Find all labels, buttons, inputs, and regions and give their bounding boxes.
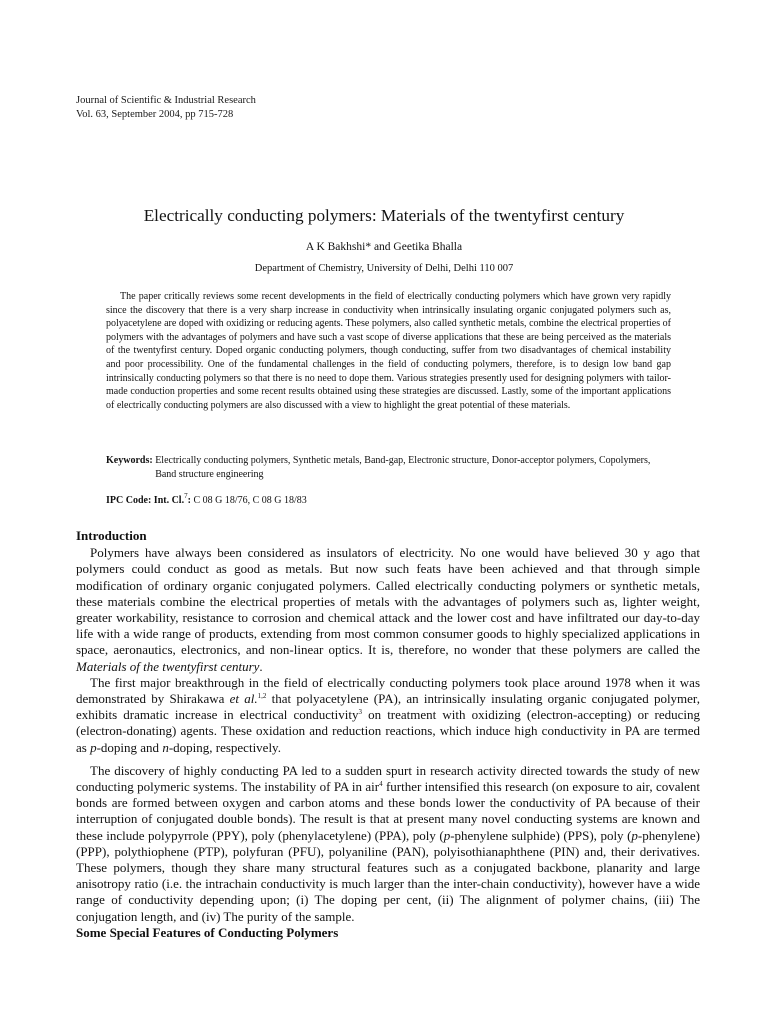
citation-1-2: 1,2 — [257, 692, 267, 701]
keywords-block: Keywords: Electrically conducting polymers, Synthetic metals, Band-gap, Electronic structure, Donor-acceptor polymers, Copolymers, Band structure engineering — [106, 454, 671, 482]
keywords-label: Keywords — [106, 455, 150, 466]
citation-3: 3 — [358, 708, 362, 717]
ipc-label: IPC Code — [106, 495, 148, 506]
paragraph-1-text: Polymers have always been considered as insulators of electricity. No one would have believed 30 y ago that polymers could conduct as good as metals. But now such feats have been achieved and that through simple modification of ordinary organic conjugated polymers. Called electrically conducting polymers or synthetic metals, these materials combine the electrical properties of metals with the advantages of polymers such as, lighter weight, greater workability, resistance to corrosion and chemical attack and the lower cost and have infiltrated our day-to-day life with a wide range of products, extending from most common consumer goods to highly specialized applications in space, aeronautics, electronics, and non-linear optics. It is, therefore, no wonder that these polymers are called the — [76, 545, 700, 658]
paragraph-2-text-d: -doping and — [96, 739, 163, 755]
paragraph-2-text-a: The first major breakthrough in the field of electrically conducting polymers took place around 1978 when it was demonstrated by Shirakawa — [76, 674, 700, 707]
ipc-code: IPC Code: Int. Cl.$^7$: C 08 G 18/76, C 08 G 18/83 — [106, 492, 307, 506]
journal-citation: Vol. 63, September 2004, pp 715-728 — [76, 109, 234, 120]
paper-authors: A K Bakhshi* and Geetika Bhalla — [305, 241, 463, 253]
paragraph-2 — [76, 675, 700, 756]
paragraph-3 — [76, 763, 700, 925]
paragraph-3-text-c: -phenylene sulphide) (PPS), poly ( — [450, 827, 632, 843]
paragraph-2-etal: et al. — [229, 691, 258, 707]
journal-header — [76, 94, 256, 122]
paragraph-3-text-a: The discovery of highly conducting PA led to a sudden spurt in research activity directed towards the study of new conducting polymeric systems. The instability of PA in air — [76, 762, 700, 795]
paragraph-2-text-e: -doping, respectively. — [168, 739, 281, 755]
paragraph-2-p: p — [90, 739, 97, 755]
paper-title: Electrically conducting polymers: Materials of the twentyfirst century — [143, 206, 625, 225]
paragraph-2-text-b: that polyacetylene (PA), an intrinsically insulating organic conjugated polymer, exhibits dramatic increase in electrical conductivity — [76, 691, 700, 723]
paragraph-1-emphasis: Materials of the twentyfirst century — [76, 658, 260, 674]
ipc-codes: C 08 G 18/76, C 08 G 18/83 — [193, 495, 307, 506]
body-text — [76, 528, 700, 942]
paragraph-3-p1: p — [443, 827, 451, 843]
paragraph-3-text-d: -phenylene) (PPP), polythiophene (PTP), polyfuran (PFU), polyaniline (PAN), polyisothianaphthene (PIN) and, their derivatives. These polymers, though they share many structural features such as a conjugated backbone, planarity and large anisotropy ratio (i.e. the intrachain conductivity is much larger than the inter-chain conductivity), however have a wide range of conductivity depending upon; (i) The doping per cent, (ii) The alignment of polymer chains, (iii) The conjugation length, and (iv) The purity of the sample. — [76, 827, 700, 924]
abstract: The paper critically reviews some recent developments in the field of electrically conducting polymers which have grown very rapidly since the discovery that there is a very sharp increase in conductivity when intrinsically insulating organic conjugated polymers such as, polyacetylene are doped with oxidizing or reducing agents. These polymers, also called synthetic metals, combine the electrical properties of polymers with the advantages of polymers and have such a vast scope of diverse applications that these are being perceived as the materials of the twentyfirst century. Doped organic conducting polymers, though conducting, suffer from two disadvantages of chemical instability and poor processibility. One of the fundamental challenges in the field of conducting polymers, therefore, is to design low band gap intrinsically conducting polymers so that there is no need to dope them. Various strategies presently used for designing polymers with tailor-made conduction properties and some recent results obtained using these strategies are discussed. Lastly, some of the important applications of electrically conducting polymers are also discussed with a view to highlight the great potential of these materials. — [106, 291, 671, 411]
section-heading-special-features: Some Special Features of Conducting Polymers — [76, 924, 339, 940]
ipc-int-label: Int. Cl. — [153, 495, 185, 506]
ipc-int-sup: 7 — [184, 492, 188, 500]
section-heading-introduction: Introduction — [76, 528, 147, 543]
paragraph-1-end: . — [259, 658, 263, 674]
journal-name: Journal of Scientific & Industrial Research — [76, 95, 256, 106]
keywords-text: Electrically conducting polymers, Synthetic metals, Band-gap, Electronic structure, Donor-acceptor polymers, Copolymers, Band structure engineering — [155, 455, 651, 480]
paragraph-2-n: n — [162, 739, 169, 755]
paragraph-1 — [76, 545, 700, 675]
paragraph-3-p2: p — [631, 827, 638, 843]
author-affiliation: Department of Chemistry, University of Delhi, Delhi 110 007 — [254, 263, 514, 274]
paragraph-3-text-b: further intensified this research (on exposure to air, covalent bonds are formed between oxygen and carbon atoms and these bonds lower the conductivity of PA because of their interruption of conjugated double bonds). The result is that at present many novel conducting systems are known and these include polypyrrole (PPY), poly (phenylacetylene) (PPA), poly ( — [76, 779, 700, 843]
paragraph-2-text-c: on treatment with oxidizing (electron-accepting) or reducing (electron-donating) agents. These oxidation and reduction reactions, which induce high conductivity in PA are termed as — [76, 707, 700, 755]
citation-4: 4 — [379, 780, 383, 789]
